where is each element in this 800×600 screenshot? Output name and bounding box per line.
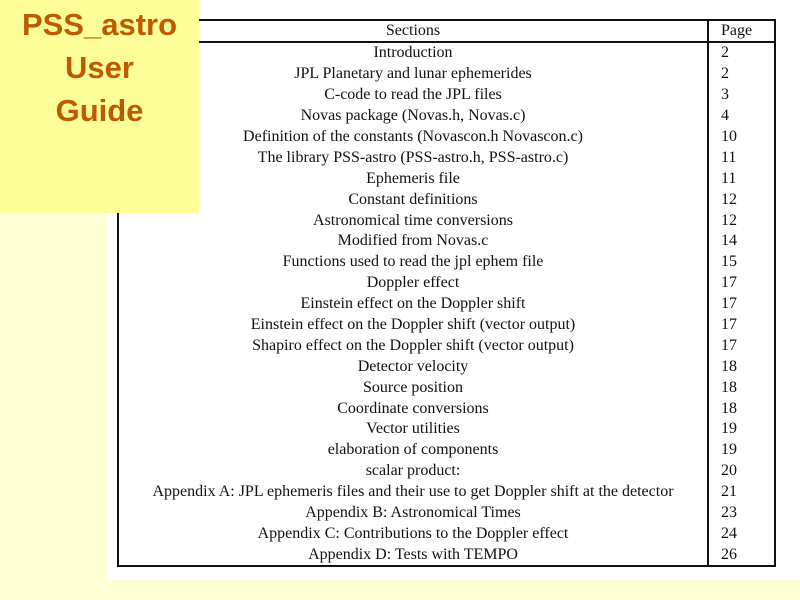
- table-row: [118, 315, 775, 336]
- toc-section-title: Ephemeris file: [118, 168, 708, 189]
- table-row: [118, 461, 775, 482]
- table-row: [118, 398, 775, 419]
- toc-page-number: 10: [708, 127, 775, 148]
- toc-section-title: Source position: [118, 377, 708, 398]
- toc-page-number: 20: [708, 461, 775, 482]
- toc-section-title: scalar product:: [118, 461, 708, 482]
- table-row: [118, 440, 775, 461]
- toc-page-number: 2: [708, 42, 775, 64]
- toc-page-number: 17: [708, 294, 775, 315]
- toc-page-number: 19: [708, 419, 775, 440]
- table-of-contents: [117, 19, 776, 567]
- toc-section-title: Vector utilities: [118, 419, 708, 440]
- table-row: [118, 210, 775, 231]
- table-row: [118, 252, 775, 273]
- toc-header-row: [118, 20, 775, 42]
- toc-page-number: 4: [708, 106, 775, 127]
- toc-body: [118, 42, 775, 566]
- toc-page-number: 19: [708, 440, 775, 461]
- table-row: [118, 189, 775, 210]
- toc-page-number: 23: [708, 503, 775, 524]
- table-row: [118, 147, 775, 168]
- toc-section-title: Doppler effect: [118, 273, 708, 294]
- toc-section-title: Einstein effect on the Doppler shift: [118, 294, 708, 315]
- table-row: [118, 106, 775, 127]
- table-row: [118, 64, 775, 85]
- table-row: [118, 377, 775, 398]
- table-row: [118, 544, 775, 566]
- toc-page-number: 17: [708, 335, 775, 356]
- toc-page-number: 11: [708, 147, 775, 168]
- title-line-3: Guide: [55, 93, 144, 128]
- toc-section-title: Coordinate conversions: [118, 398, 708, 419]
- table-row: [118, 85, 775, 106]
- toc-section-title: Detector velocity: [118, 356, 708, 377]
- toc-section-title: JPL Planetary and lunar ephemerides: [118, 64, 708, 85]
- toc-section-title: Constant definitions: [118, 189, 708, 210]
- title-line-2: User: [65, 50, 134, 85]
- column-header-page: Page: [708, 20, 775, 42]
- toc-section-title: Novas package (Novas.h, Novas.c): [118, 106, 708, 127]
- toc-page-number: 26: [708, 544, 775, 566]
- table-row: [118, 127, 775, 148]
- toc-section-title: Appendix A: JPL ephemeris files and their use to get Doppler shift at the detector: [118, 482, 708, 503]
- toc-section-title: Shapiro effect on the Doppler shift (vector output): [118, 335, 708, 356]
- toc-page-number: 3: [708, 85, 775, 106]
- toc-section-title: Introduction: [118, 42, 708, 64]
- toc-section-title: Definition of the constants (Novascon.h Novascon.c): [118, 127, 708, 148]
- toc-page-number: 18: [708, 398, 775, 419]
- toc-section-title: The library PSS-astro (PSS-astro.h, PSS-astro.c): [118, 147, 708, 168]
- table-row: [118, 273, 775, 294]
- toc-page-number: 15: [708, 252, 775, 273]
- toc-page-number: 24: [708, 523, 775, 544]
- table-row: [118, 231, 775, 252]
- toc-section-title: Modified from Novas.c: [118, 231, 708, 252]
- title-line-1: PSS_astro: [21, 7, 178, 42]
- toc-section-title: Einstein effect on the Doppler shift (vector output): [118, 315, 708, 336]
- toc-page-number: 21: [708, 482, 775, 503]
- toc-page-number: 14: [708, 231, 775, 252]
- table-row: [118, 168, 775, 189]
- table-row: [118, 356, 775, 377]
- toc-section-title: Astronomical time conversions: [118, 210, 708, 231]
- toc-section-title: Functions used to read the jpl ephem file: [118, 252, 708, 273]
- toc-section-title: C-code to read the JPL files: [118, 85, 708, 106]
- toc-page-number: 11: [708, 168, 775, 189]
- toc-page-number: 17: [708, 315, 775, 336]
- table-row: [118, 482, 775, 503]
- toc-page-number: 2: [708, 64, 775, 85]
- toc-section-title: Appendix B: Astronomical Times: [118, 503, 708, 524]
- table-row: [118, 42, 775, 64]
- table-row: [118, 503, 775, 524]
- toc-section-title: Appendix C: Contributions to the Doppler effect: [118, 523, 708, 544]
- toc-section-title: elaboration of components: [118, 440, 708, 461]
- toc-page-number: 18: [708, 356, 775, 377]
- toc-page-number: 12: [708, 210, 775, 231]
- toc-page-number: 17: [708, 273, 775, 294]
- table-row: [118, 335, 775, 356]
- table-row: [118, 419, 775, 440]
- slide-title: [0, 0, 199, 213]
- table-row: [118, 294, 775, 315]
- toc-page-number: 18: [708, 377, 775, 398]
- table-row: [118, 523, 775, 544]
- toc-page-number: 12: [708, 189, 775, 210]
- column-header-sections: Sections: [118, 20, 708, 42]
- toc-section-title: Appendix D: Tests with TEMPO: [118, 544, 708, 566]
